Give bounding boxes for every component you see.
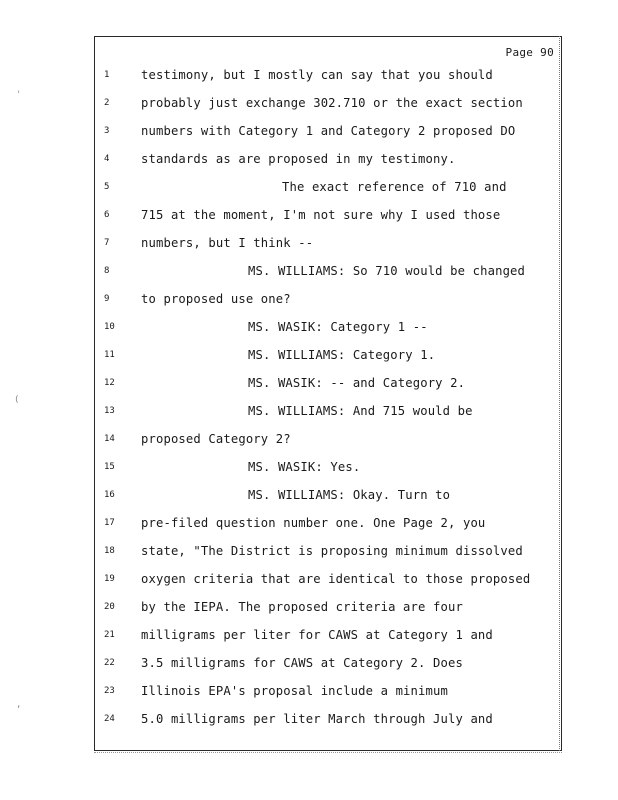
line-text: pre-filed question number one. One Page 2, you [141,516,486,530]
line-number: 8 [104,266,110,276]
line-number: 2 [104,98,110,108]
line-text: milligrams per liter for CAWS at Category 1 and [141,628,493,642]
line-number: 20 [104,602,115,612]
line-number: 17 [104,518,115,528]
line-number: 19 [104,574,115,584]
line-number: 14 [104,434,115,444]
line-number: 16 [104,490,115,500]
line-number: 13 [104,406,115,416]
line-text: MS. WILLIAMS: Okay. Turn to [248,488,451,502]
page-bottom-rule [94,752,562,753]
line-text: MS. WASIK: Category 1 -- [248,320,428,334]
line-text: 715 at the moment, I'm not sure why I used those [141,208,501,222]
line-text: 3.5 milligrams for CAWS at Category 2. Does [141,656,463,670]
margin-mark: ( [14,395,20,405]
page-number: Page 90 [505,46,554,59]
line-number: 15 [104,462,115,472]
line-number: 23 [104,686,115,696]
line-number: 4 [104,154,110,164]
line-text: MS. WASIK: Yes. [248,460,361,474]
line-number: 18 [104,546,115,556]
margin-mark: ' [16,90,22,100]
line-text: MS. WILLIAMS: So 710 would be changed [248,264,526,278]
line-number: 12 [104,378,115,388]
line-text: testimony, but I mostly can say that you should [141,68,493,82]
margin-mark: , [16,700,22,710]
transcript-page-frame [94,36,562,751]
line-text: MS. WASIK: -- and Category 2. [248,376,466,390]
line-text: numbers, but I think -- [141,236,314,250]
line-number: 10 [104,322,115,332]
line-text: MS. WILLIAMS: And 715 would be [248,404,473,418]
line-number: 9 [104,294,110,304]
line-number: 21 [104,630,115,640]
line-number: 7 [104,238,110,248]
line-text: by the IEPA. The proposed criteria are four [141,600,463,614]
line-text: proposed Category 2? [141,432,291,446]
line-number: 22 [104,658,115,668]
line-text: Illinois EPA's proposal include a minimum [141,684,448,698]
line-text: to proposed use one? [141,292,291,306]
line-text: standards as are proposed in my testimony. [141,152,456,166]
line-text: state, "The District is proposing minimum dissolved [141,544,523,558]
page-right-margin-rule [559,36,562,751]
line-text: The exact reference of 710 and [282,180,507,194]
line-number: 3 [104,126,110,136]
line-number: 5 [104,182,110,192]
line-text: numbers with Category 1 and Category 2 proposed DO [141,124,516,138]
line-number: 24 [104,714,115,724]
line-text: oxygen criteria that are identical to those proposed [141,572,531,586]
line-number: 11 [104,350,115,360]
line-number: 1 [104,70,110,80]
line-text: 5.0 milligrams per liter March through July and [141,712,493,726]
line-number: 6 [104,210,110,220]
line-text: probably just exchange 302.710 or the exact section [141,96,523,110]
line-text: MS. WILLIAMS: Category 1. [248,348,436,362]
